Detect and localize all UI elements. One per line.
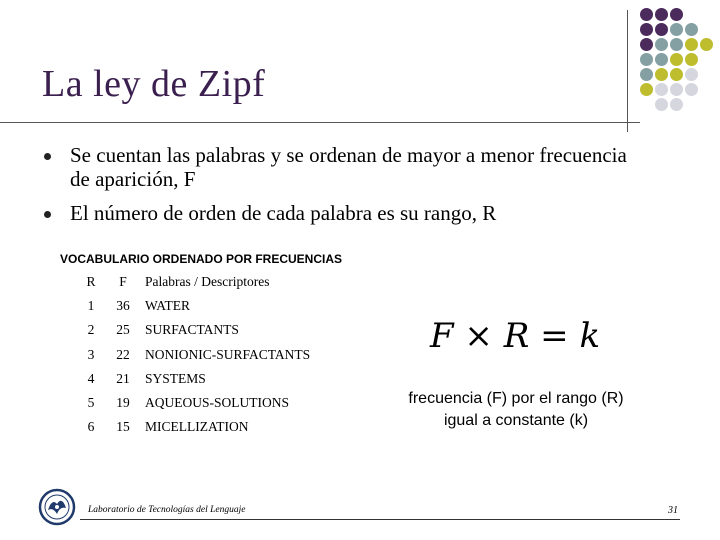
zipf-formula	[430, 316, 600, 356]
vocabulary-table-title: VOCABULARIO ORDENADO POR FRECUENCIAS	[60, 252, 343, 266]
decorative-dot	[670, 23, 683, 36]
rank-cell: 6	[87, 419, 95, 435]
formula-k: k	[579, 316, 601, 356]
rank-cell: 4	[87, 370, 95, 386]
bullet-list	[44, 143, 644, 235]
formula-equals: =	[540, 316, 569, 356]
word-cell: AQUEOUS-SOLUTIONS	[145, 394, 289, 410]
word-cell: WATER	[145, 298, 190, 314]
decorative-dot	[655, 53, 668, 66]
decorative-dot	[670, 83, 683, 96]
decorative-dot	[685, 53, 698, 66]
decorative-dot	[670, 68, 683, 81]
word-cell: SURFACTANTS	[145, 322, 239, 338]
bullet-dot-icon	[44, 211, 51, 218]
bullet-text: Se cuentan las palabras y se ordenan de mayor a menor frecuencia de aparición, F	[70, 143, 627, 191]
decorative-dot	[640, 23, 653, 36]
decorative-dot	[655, 98, 668, 111]
bullet-text: El número de orden de cada palabra es su rango, R	[70, 201, 497, 225]
decorative-dot	[640, 68, 653, 81]
frequency-cell: 15	[116, 419, 130, 435]
formula-r: R	[503, 316, 530, 356]
decorative-dot	[655, 83, 668, 96]
decorative-dot	[670, 53, 683, 66]
decorative-dot	[685, 38, 698, 51]
decorative-dot	[640, 38, 653, 51]
formula-caption: frecuencia (F) por el rango (R) igual a constante (k)	[408, 390, 624, 429]
word-cell: NONIONIC-SURFACTANTS	[145, 346, 311, 362]
decorative-dot	[655, 23, 668, 36]
rank-cell: 1	[87, 298, 95, 314]
decorative-dot	[655, 38, 668, 51]
decorative-dot	[685, 68, 698, 81]
rank-cell: 5	[87, 394, 95, 410]
rank-cell: 2	[87, 322, 95, 338]
decorative-dot	[640, 8, 653, 21]
decorative-dot	[640, 83, 653, 96]
frequency-cell: 21	[116, 370, 130, 386]
decorative-dot	[655, 68, 668, 81]
slide-title: La ley de Zipf	[42, 63, 266, 105]
formula-times: ×	[464, 316, 493, 356]
bullet-item	[44, 201, 644, 225]
decorative-dot	[655, 8, 668, 21]
frequency-cell: 19	[116, 394, 130, 410]
bullet-dot-icon	[44, 153, 51, 160]
formula-f: F	[430, 316, 454, 356]
decorative-dot	[640, 53, 653, 66]
column-header-rank: R	[86, 274, 96, 289]
decorative-dot	[700, 38, 713, 51]
decorative-dot	[670, 98, 683, 111]
university-seal-icon	[38, 488, 76, 526]
footer-divider	[80, 519, 680, 520]
rank-cell: 3	[87, 346, 95, 362]
word-cell: MICELLIZATION	[145, 419, 249, 435]
column-header-frequency: F	[119, 274, 127, 289]
vertical-divider	[627, 10, 628, 132]
page-number: 31	[668, 505, 678, 516]
frequency-cell: 22	[116, 346, 130, 362]
frequency-cell: 25	[116, 322, 130, 338]
frequency-cell: 36	[116, 298, 130, 314]
footer-laboratory: Laboratorio de Tecnologías del Lenguaje	[88, 505, 246, 515]
bullet-item	[44, 143, 644, 191]
decorative-dot	[685, 83, 698, 96]
decorative-dot	[670, 38, 683, 51]
decorative-dot	[685, 23, 698, 36]
column-header-words: Palabras / Descriptores	[145, 274, 270, 289]
decorative-dot	[670, 8, 683, 21]
word-cell: SYSTEMS	[145, 370, 206, 386]
title-divider	[0, 122, 640, 123]
